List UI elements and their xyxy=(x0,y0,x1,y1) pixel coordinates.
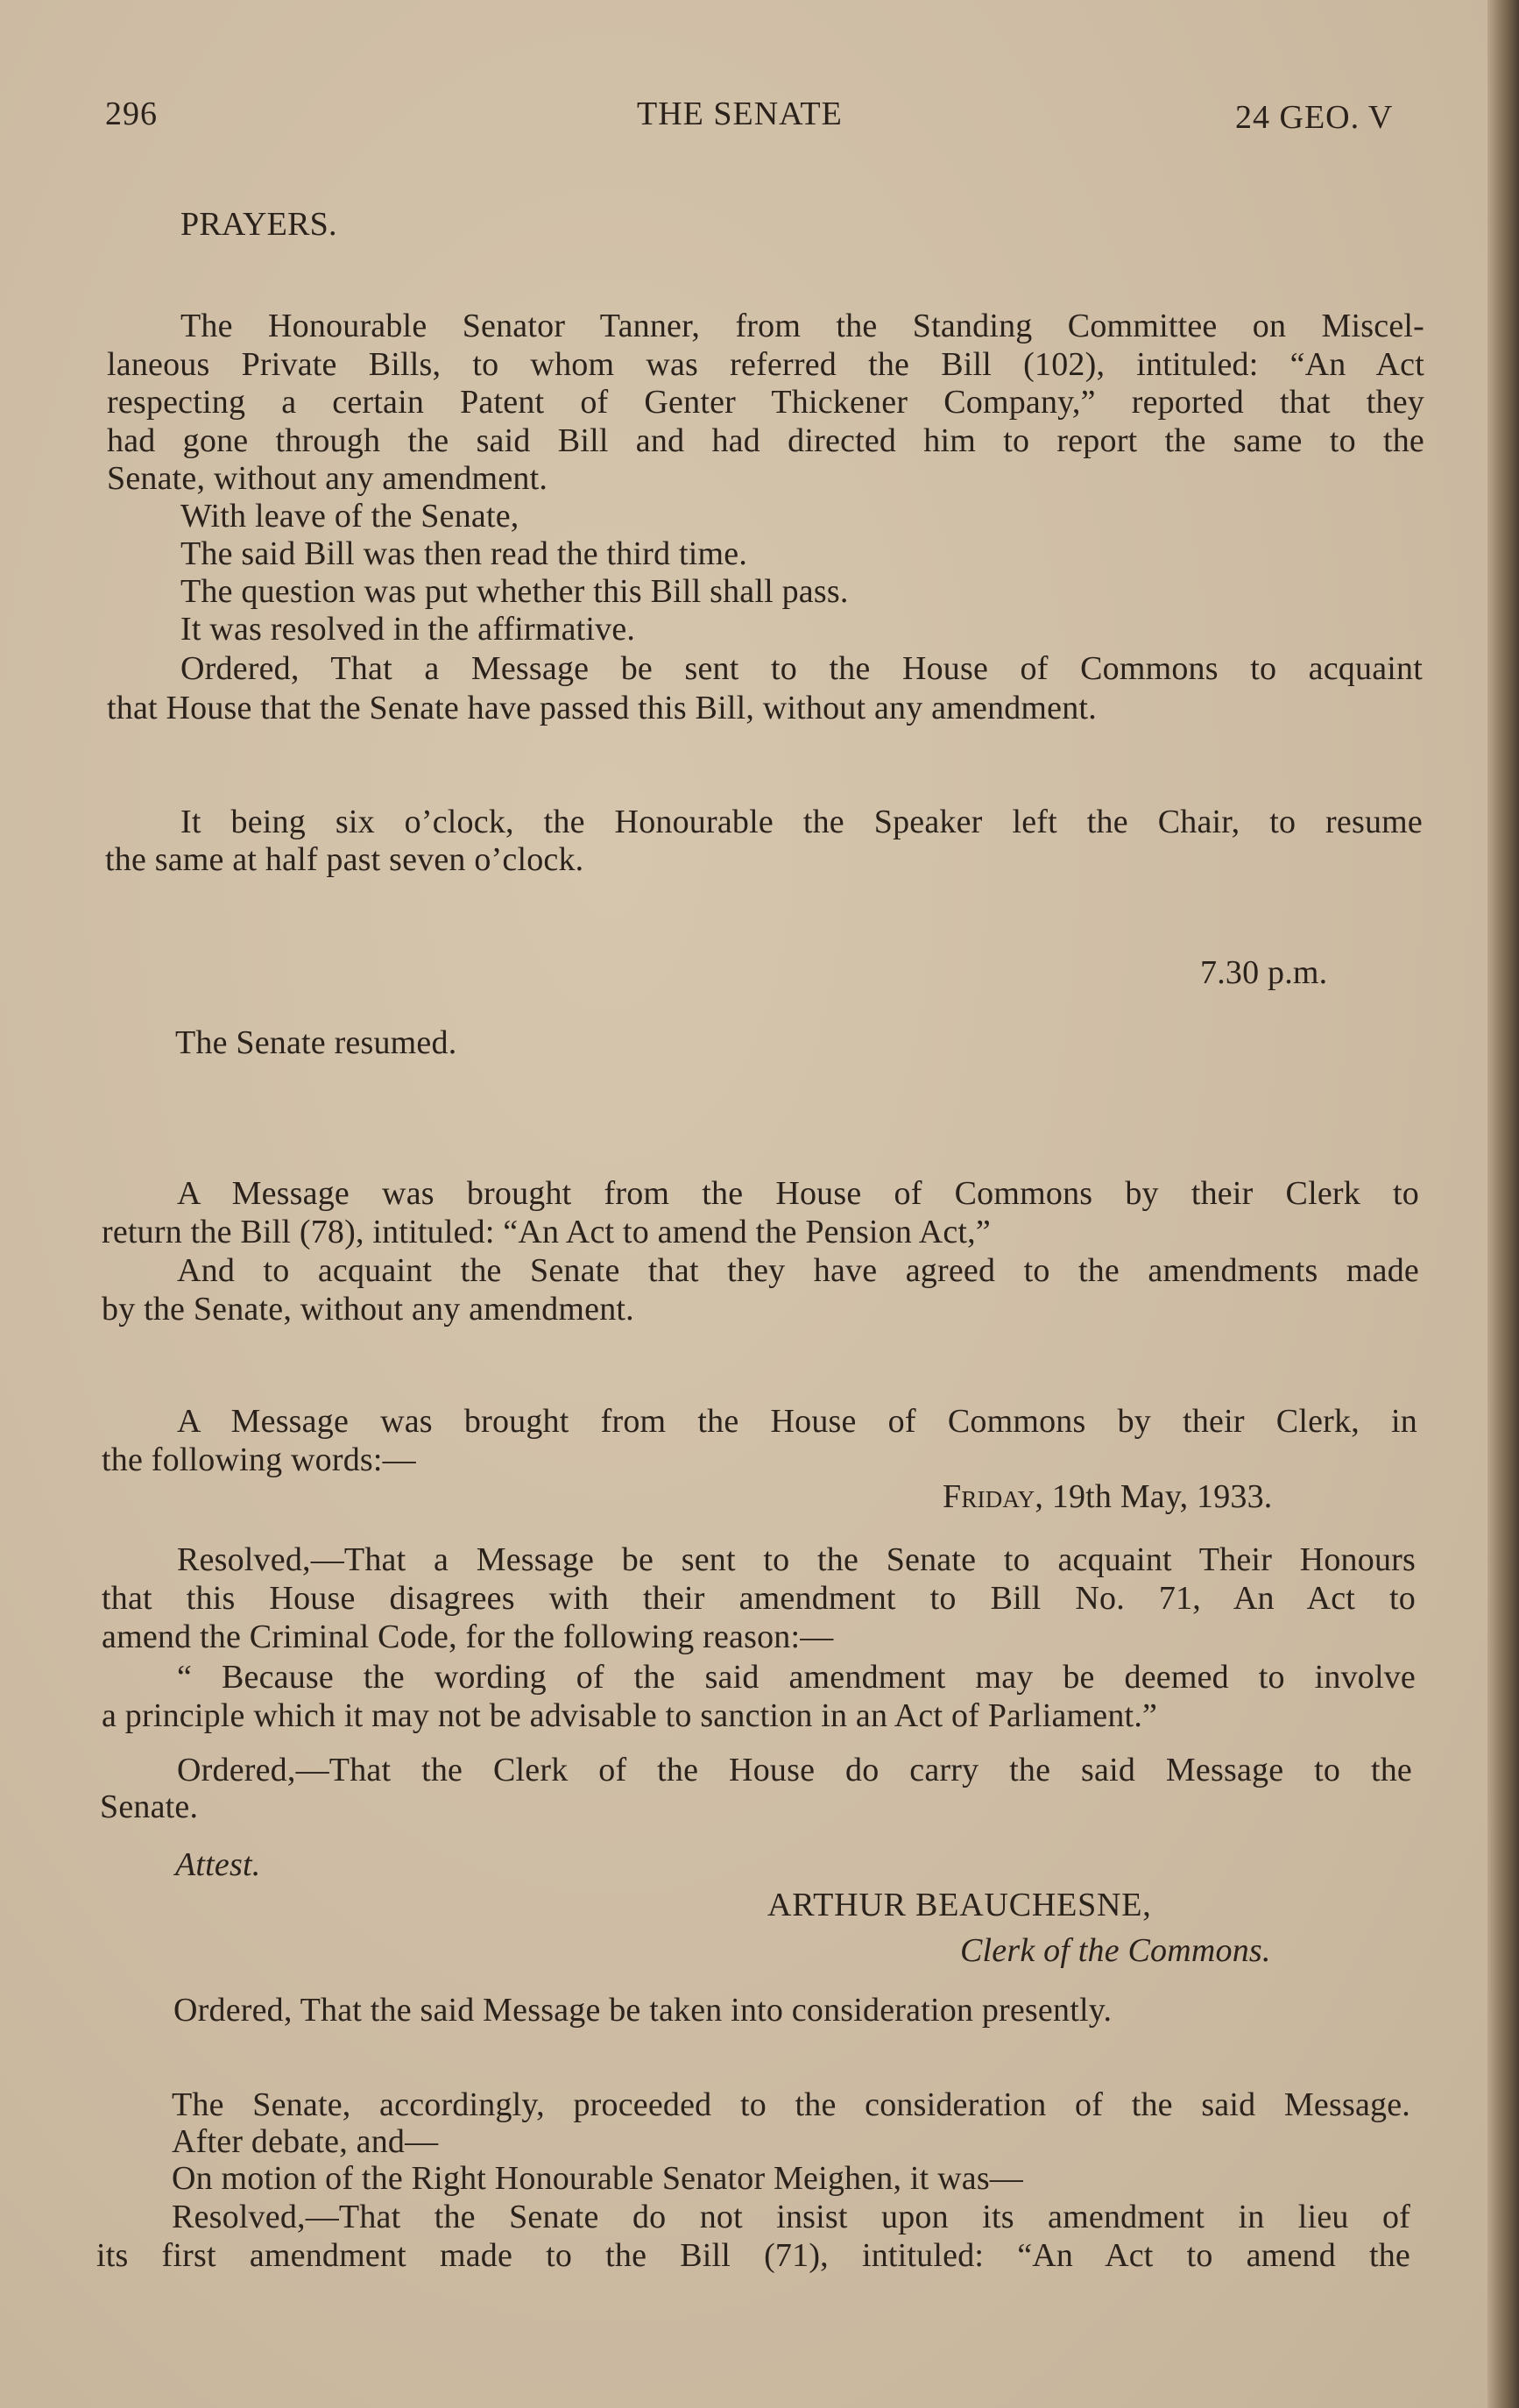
para1-line-5: Senate, without any amendment. xyxy=(107,460,548,497)
msg1-acquaint-line-1: And to acquaint the Senate that they have agreed to the amendments made xyxy=(177,1252,1419,1289)
session-label: 24 GEO. V xyxy=(1235,99,1394,136)
msg1-line-2: return the Bill (78), intituled: “An Act to amend the Pension Act,” xyxy=(102,1214,991,1250)
because-line-2: a principle which it may not be advisable to sanction in an Act of Parliament.” xyxy=(102,1697,1158,1734)
ordered-clerk-line-2: Senate. xyxy=(100,1788,199,1825)
resolved1-line-1: Resolved,—That a Message be sent to the Senate to acquaint Their Honours xyxy=(177,1541,1416,1578)
ordered-consider: Ordered, That the said Message be taken into consideration presently. xyxy=(173,1992,1113,2029)
resolved1-line-2: that this House disagrees with their amendment to Bill No. 71, An Act to xyxy=(102,1580,1416,1617)
msg1-acquaint-line-2: by the Senate, without any amendment. xyxy=(102,1291,634,1328)
final-line-4: Resolved,—That the Senate do not insist upon its amendment in lieu of xyxy=(172,2199,1410,2235)
msg2-line-2: the following words:— xyxy=(102,1441,416,1478)
para1-line-2: laneous Private Bills, to whom was referred the Bill (102), intituled: “An Act xyxy=(107,346,1424,383)
six-oclock-line-1: It being six o’clock, the Honourable the Speaker left the Chair, to resume xyxy=(180,804,1423,840)
final-line-2: After debate, and— xyxy=(172,2123,439,2160)
message-date-rest: , 19th May, 1933. xyxy=(1035,1478,1273,1515)
final-line-5: its first amendment made to the Bill (71), intituled: “An Act to amend the xyxy=(96,2237,1410,2274)
book-spine-shadow xyxy=(1487,0,1519,2408)
para1-line-1: The Honourable Senator Tanner, from the Standing Committee on Miscel- xyxy=(180,308,1424,344)
senate-resumed: The Senate resumed. xyxy=(175,1024,457,1061)
resolved1-line-3: amend the Criminal Code, for the following reason:— xyxy=(102,1618,834,1655)
prayers-heading: PRAYERS. xyxy=(180,206,337,243)
attest-label: Attest. xyxy=(175,1846,261,1883)
because-line-1: “ Because the wording of the said amendment may be deemed to involve xyxy=(177,1659,1416,1696)
running-title: THE SENATE xyxy=(637,96,843,132)
third-reading-line: The said Bill was then read the third time. xyxy=(180,535,748,572)
ordered-clerk-line-1: Ordered,—That the Clerk of the House do carry the said Message to the xyxy=(177,1752,1412,1788)
signature-title: Clerk of the Commons. xyxy=(960,1932,1271,1969)
para1-line-3: respecting a certain Patent of Genter Thickener Company,” reported that they xyxy=(107,384,1424,421)
ordered-line-1: Ordered, That a Message be sent to the House of Commons to acquaint xyxy=(180,650,1423,687)
msg1-line-1: A Message was brought from the House of Commons by their Clerk to xyxy=(177,1175,1419,1212)
six-oclock-line-2: the same at half past seven o’clock. xyxy=(105,841,584,878)
ordered-line-2: that House that the Senate have passed this Bill, without any amendment. xyxy=(107,690,1097,726)
final-line-1: The Senate, accordingly, proceeded to the consideration of the said Message. xyxy=(172,2086,1410,2123)
msg2-line-1: A Message was brought from the House of Commons by their Clerk, in xyxy=(177,1403,1417,1440)
message-date-day: Friday xyxy=(943,1478,1035,1515)
question-line: The question was put whether this Bill shall pass. xyxy=(180,573,849,610)
message-date xyxy=(943,1477,1273,1516)
leave-line: With leave of the Senate, xyxy=(180,498,519,535)
time-stamp: 7.30 p.m. xyxy=(1200,954,1328,991)
signature-name: ARTHUR BEAUCHESNE, xyxy=(767,1887,1152,1923)
final-line-3: On motion of the Right Honourable Senator Meighen, it was— xyxy=(172,2160,1024,2197)
para1-line-4: had gone through the said Bill and had directed him to report the same to the xyxy=(107,422,1424,459)
page-number: 296 xyxy=(105,96,158,132)
affirmative-line: It was resolved in the affirmative. xyxy=(180,611,636,648)
